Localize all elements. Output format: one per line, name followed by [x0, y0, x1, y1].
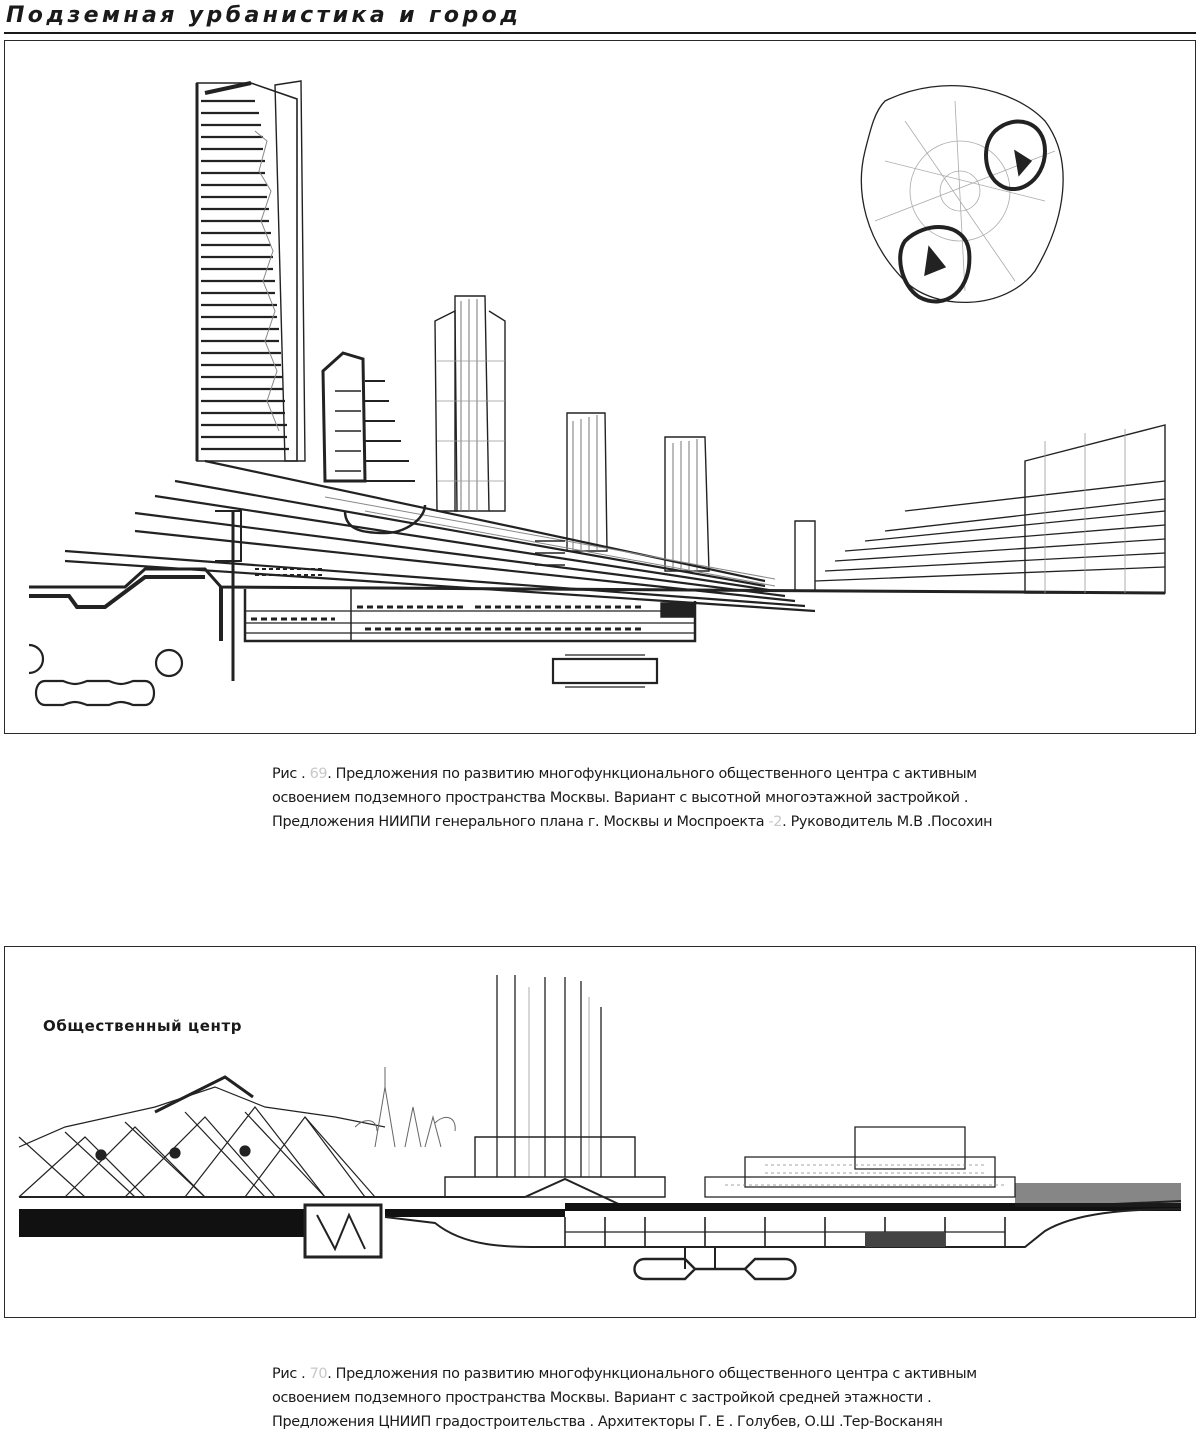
figure-label: Общественный центр: [43, 1017, 243, 1035]
slim-towers: [497, 975, 601, 1177]
caption-line-2: освоением подземного пространства Москвы. Вариант с высотной многоэтажной застройкой .: [272, 790, 969, 806]
stepped-tower: [323, 353, 415, 481]
project-number: -2: [768, 814, 783, 830]
caption-text: Предложения НИИПИ генерального плана г. Москвы и Моспроекта: [272, 814, 765, 830]
figure-number: 69: [309, 766, 328, 782]
figure-number: 70: [309, 1366, 328, 1382]
caption-line-1: [272, 762, 1196, 786]
historic-cluster: [355, 1067, 455, 1147]
plan-shapes: [29, 645, 657, 705]
stepped-building: [445, 1127, 1015, 1197]
caption-line-2: освоением подземного пространства Москвы. Вариант с застройкой средней этажности .: [272, 1390, 932, 1406]
figure-70-illustration: [4, 946, 1196, 1318]
caption-line-3: Предложения ЦНИИП градостроительства . Архитекторы Г. Е . Голубев, О.Ш .Тер-Восканян: [272, 1414, 943, 1430]
central-tower: [435, 296, 505, 511]
figure-69-illustration: [4, 40, 1196, 734]
caption-prefix: Рис .: [272, 1366, 306, 1382]
right-block: [795, 425, 1165, 593]
right-mid-towers: [567, 413, 709, 571]
location-map-inset: [861, 86, 1063, 303]
caption-line-1: [272, 1362, 1196, 1386]
running-title: Подземная урбанистика и город: [6, 3, 522, 28]
caption-line-3: [272, 810, 1196, 834]
caption-prefix: Рис .: [272, 766, 306, 782]
figure-69-drawing: [5, 41, 1195, 733]
running-head: [4, 2, 1196, 34]
caption-text: . Руководитель М.В .Посохин: [782, 814, 993, 830]
tall-tower: [197, 81, 305, 461]
ground-section: [19, 1179, 1181, 1279]
lattice-dome: [19, 1077, 385, 1197]
caption-text: . Предложения по развитию многофункционального общественного центра с активным: [327, 1366, 977, 1382]
figure-69-caption: [272, 762, 1196, 834]
figure-70-caption: [272, 1362, 1196, 1434]
caption-text: . Предложения по развитию многофункционального общественного центра с активным: [327, 766, 977, 782]
figure-70-drawing: [5, 947, 1195, 1317]
